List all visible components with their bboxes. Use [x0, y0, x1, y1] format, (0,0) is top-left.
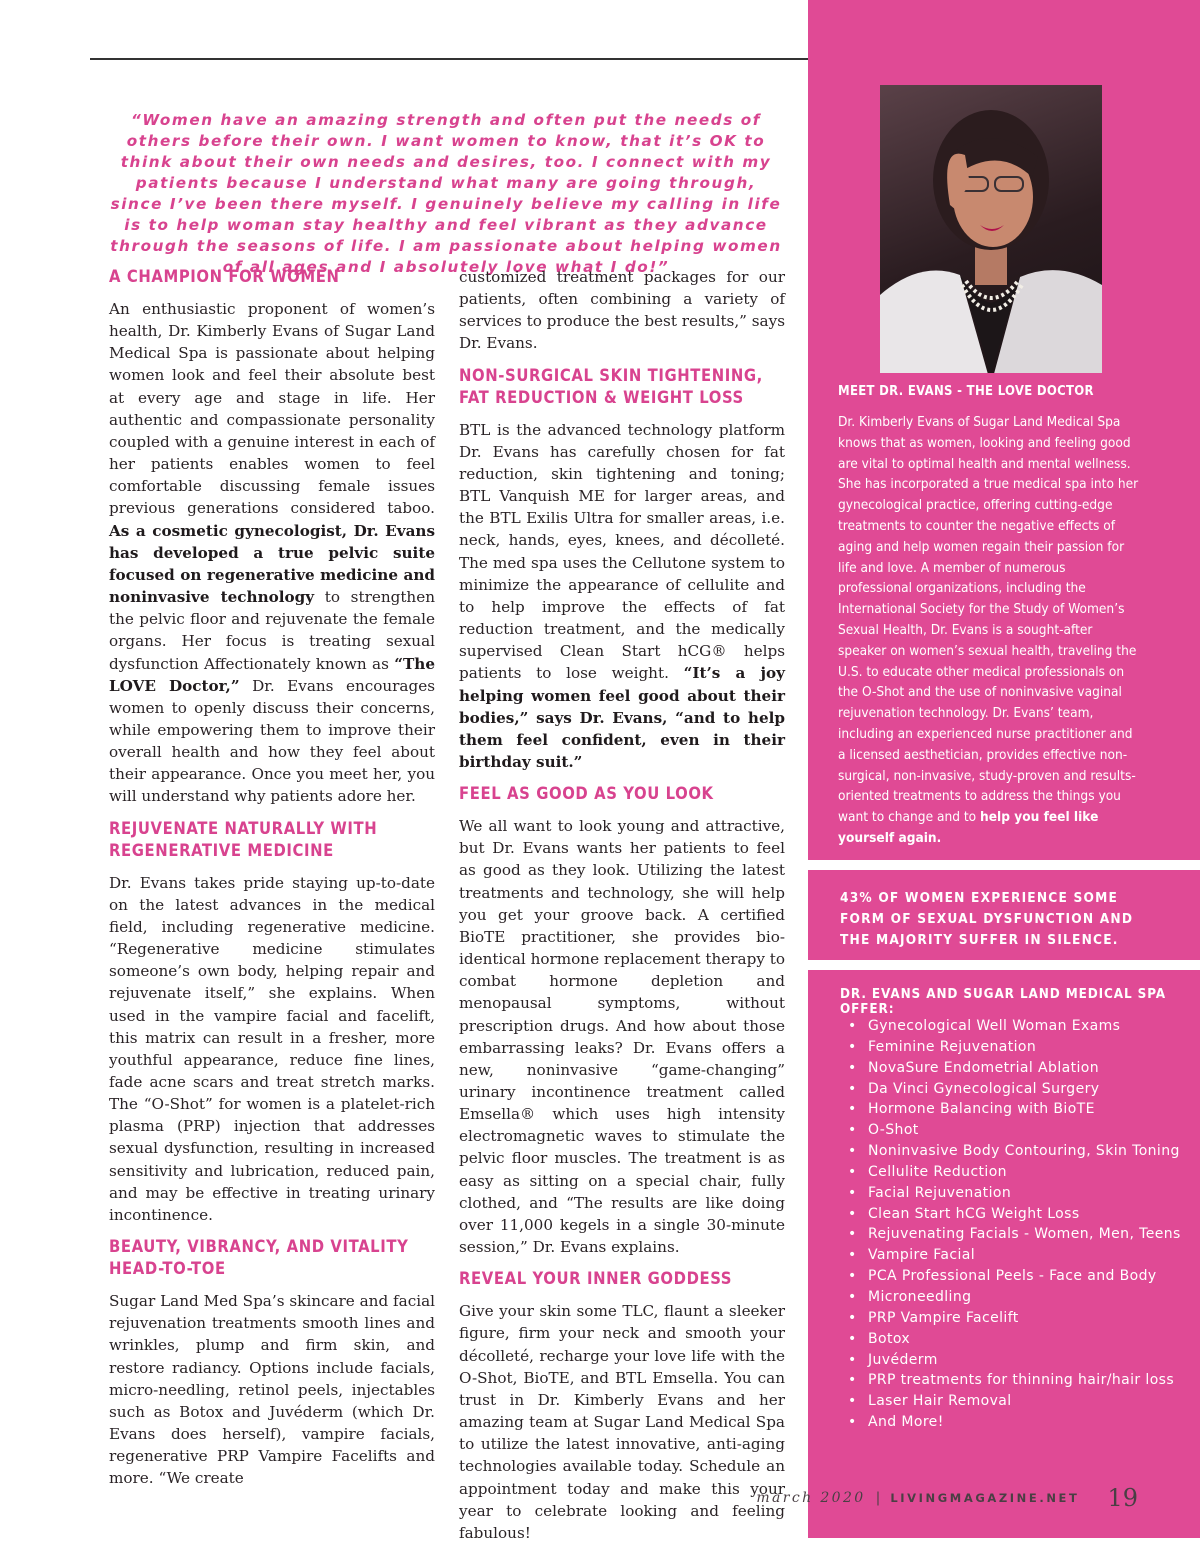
sidebar-bio [838, 412, 1143, 849]
bio-bold: help you feel like yourself again. [838, 809, 1099, 846]
offer-item: • Da Vinci Gynecological Surgery [848, 1079, 1181, 1100]
text-run: An enthusiastic proponent of women’s health, Dr. Kimberly Evans of Sugar Land Medical Spa is passionate about helping women look and feel their absolute best at every age and stage in life. Her authentic and compassionate personality coupled with a genuine interest in each of her patients enables women to feel comfortable discussing female issues previous generations considered taboo. [109, 300, 435, 518]
heading-rejuvenate: REJUVENATE NATURALLY WITH REGENERATIVE MEDICINE [109, 818, 378, 860]
offer-item: • NovaSure Endometrial Ablation [848, 1058, 1181, 1079]
paragraph-champion [109, 298, 435, 808]
paragraph-feel-good: We all want to look young and attractive, but Dr. Evans wants her patients to feel as good as they look. Utilizing the latest treatments and technology, she will help you get your groove back. A certified BioTE practitioner, she provides bio-identical hormone replacement therapy to combat hormone depletion and menopausal symptoms, without prescription drugs. And how about those embarrassing leaks? Dr. Evans offers a new, noninvasive “game-changing” urinary incontinence treatment called Emsella® which uses high intensity electromagnetic waves to stimulate the pelvic floor muscles. The treatment is as easy as sitting on a special chair, fully clothed, and “The results are like doing over 11,000 kegels in a single 30-minute session,” Dr. Evans explains. [459, 817, 785, 1257]
offer-item: • PCA Professional Peels - Face and Body [848, 1266, 1181, 1287]
white-band-lower [808, 960, 1200, 970]
portrait-illustration [880, 85, 1102, 373]
offer-item: • Feminine Rejuvenation [848, 1037, 1181, 1058]
offer-item: • Laser Hair Removal [848, 1391, 1181, 1412]
bold-run: As a cosmetic gynecologist, Dr. Evans has developed a true pelvic suite focused on regenerative medicine and noninvasive technology [109, 521, 435, 607]
offers-list [848, 1016, 1181, 1433]
offer-item: • Hormone Balancing with BioTE [848, 1099, 1181, 1120]
column-middle [459, 266, 785, 1554]
offer-item: • Botox [848, 1329, 1181, 1350]
offer-item: • Noninvasive Body Contouring, Skin Toning [848, 1141, 1181, 1162]
paragraph-beauty: Sugar Land Med Spa’s skincare and facial rejuvenation treatments smooth lines and wrinkles, plump and firm skin, and restore radiancy. Options include facials, micro-needling, retinol peels, injectables such as Botox and Juvéderm (which Dr. Evans does herself), vampire facials, regenerative PRP Vampire Facelifts and more. “We create [109, 1292, 435, 1488]
offer-item: • Rejuvenating Facials - Women, Men, Teens [848, 1224, 1181, 1245]
text-run: Dr. Evans encourages women to openly discuss their concerns, while empowering them to improve their overall health and how they feel about their appearance. Once you meet her, you will understand why patients adore her. [109, 676, 435, 806]
offer-item: • Vampire Facial [848, 1245, 1181, 1266]
top-rule [90, 58, 810, 60]
heading-feel-good: FEEL AS GOOD AS YOU LOOK [459, 784, 714, 804]
website-link[interactable]: LIVINGMAGAZINE.NET [890, 1491, 1080, 1505]
text-run: to strengthen the pelvic floor and rejuvenate the female organs. Her focus is treating sexual dysfunction Affectionately known as [109, 588, 435, 673]
column-left [109, 266, 435, 1500]
text-run: BTL is the advanced technology platform Dr. Evans has carefully chosen for fat reduction, skin tightening and toning; BTL Vanquish ME for larger areas, and the BTL Exilis Ultra for smaller areas, i.e. neck, hands, eyes, knees, and décolleté. The med spa uses the Cellutone system to minimize the appearance of cellulite and to help improve the effects of fat reduction treatment, and the medically supervised Clean Start hCG® helps patients to lose weight. [459, 420, 785, 683]
heading-skin-tightening: NON-SURGICAL SKIN TIGHTENING, FAT REDUCTION & WEIGHT LOSS [459, 365, 763, 407]
heading-beauty: BEAUTY, VIBRANCY, AND VITALITY HEAD-TO-TOE [109, 1237, 409, 1279]
heading-champion: A CHAMPION FOR WOMEN [109, 267, 340, 286]
footer-separator: | [875, 1490, 881, 1506]
offer-item: • Cellulite Reduction [848, 1162, 1181, 1183]
offer-item: • O-Shot [848, 1120, 1181, 1141]
bold-run: “It’s a joy helping women feel good about their bodies,” says Dr. Evans, “and to help them feel confident, even in their birthday suit.” [459, 664, 786, 771]
bio-text: Dr. Kimberly Evans of Sugar Land Medical Spa knows that as women, looking and feeling good are vital to optimal health and mental wellness. She has incorporated a true medical spa into her gynecological practice, offering cutting-edge treatments to counter the negative effects of aging and help women regain their passion for life and love. A member of numerous professional organizations, including the International Society for the Study of Women’s Sexual Health, Dr. Evans is a sought-after speaker on women’s sexual health, traveling the U.S. to educate other medical professionals on the O-Shot and the use of noninvasive vaginal rejuvenation technology. Dr. Evans’ team, including an experienced nurse practitioner and a licensed aesthetician, provides effective non-surgical, non-invasive, study-proven and results-oriented treatments to address the things you want to change and to [838, 414, 1139, 826]
offer-item: • Microneedling [848, 1287, 1181, 1308]
offer-item: • PRP treatments for thinning hair/hair loss [848, 1370, 1181, 1391]
offer-item: • Facial Rejuvenation [848, 1183, 1181, 1204]
paragraph-rejuvenate: Dr. Evans takes pride staying up-to-date on the latest advances in the medical field, including regenerative medicine. “Regenerative medicine stimulates someone’s own body, helping repair and rejuvenate itself,” she explains. When used in the vampire facial and facelift, this matrix can result in a fresher, more youthful appearance, reduce fine lines, fade acne scars and treat stretch marks. The “O-Shot” for women is a platelet-rich plasma (PRP) injection that addresses sexual dysfunction, resulting in increased sensitivity and lubrication, reduced pain, and may be effective in treating urinary incontinence. [109, 873, 435, 1224]
heading-goddess: REVEAL YOUR INNER GODDESS [459, 1269, 733, 1289]
offer-item: • PRP Vampire Facelift [848, 1308, 1181, 1329]
offers-heading: DR. EVANS AND SUGAR LAND MEDICAL SPA OFFER: [840, 987, 1166, 1017]
paragraph-btl [459, 419, 785, 774]
doctor-photo [880, 85, 1102, 373]
paragraph-continued: customized treatment packages for our patients, often combining a variety of services to produce the best results,” says Dr. Evans. [459, 268, 785, 353]
page-number: 19 [1107, 1484, 1138, 1512]
offer-item: • And More! [848, 1412, 1181, 1433]
paragraph-goddess: Give your skin some TLC, flaunt a sleeker figure, firm your neck and smooth your décolleté, recharge your love life with the O-Shot, BioTE, and BTL Emsella. You can trust in Dr. Kimberly Evans and her amazing team at Sugar Land Medical Spa to utilize the latest innovative, anti-aging technologies available today. Schedule an appointment today and make this your year to celebrate looking and feeling fabulous! [459, 1302, 785, 1542]
bold-run: “The LOVE Doctor,” [109, 654, 435, 695]
page-footer [756, 1484, 1138, 1512]
offer-item: • Gynecological Well Woman Exams [848, 1016, 1181, 1037]
statistic-callout: 43% OF WOMEN EXPERIENCE SOME FORM OF SEXUAL DYSFUNCTION AND THE MAJORITY SUFFER IN SILENCE. [840, 890, 1134, 948]
sidebar-title: MEET DR. EVANS - THE LOVE DOCTOR [838, 384, 1094, 399]
offer-item: • Juvéderm [848, 1350, 1181, 1371]
issue-date: march 2020 [756, 1490, 866, 1506]
pull-quote: “Women have an amazing strength and often put the needs of others before their own. I want women to know, that it’s OK to think about their own needs and desires, too. I connect with my patients because I understand what many are going through, since I’ve been there myself. I genuinely believe my calling in life is to help woman stay healthy and feel vibrant as they advance through the seasons of life. I am passionate about helping women of all ages and I absolutely love what I do!” [110, 111, 782, 276]
white-band-upper [808, 860, 1200, 870]
offer-item: • Clean Start hCG Weight Loss [848, 1204, 1181, 1225]
